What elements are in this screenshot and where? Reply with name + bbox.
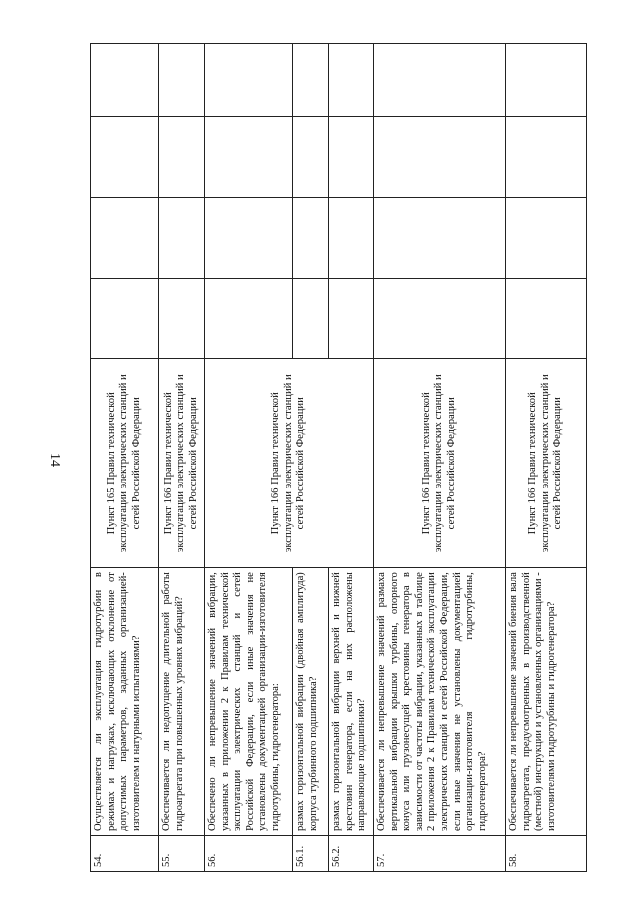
- answer-yes-cell: [91, 278, 159, 359]
- table-row: [506, 44, 587, 872]
- requirement-text: размах горизонтальной вибрации верхней и нижней крестовин генератора, если на них расположены направляющие подшипники?: [329, 568, 374, 836]
- legal-reference: Пункт 166 Правил технической эксплуатации электрических станций и сетей Российской Федерации: [506, 359, 587, 568]
- answer-no-cell: [159, 198, 205, 279]
- checklist-table-rotated: [90, 43, 586, 872]
- answer-yes-cell: [329, 278, 374, 359]
- answer-yes-cell: [374, 278, 506, 359]
- legal-reference: Пункт 166 Правил технической эксплуатации электрических станций и сетей Российской Федерации: [159, 359, 205, 568]
- answer-yes-cell: [205, 278, 293, 359]
- table-row: [374, 44, 506, 872]
- answer-na-cell: [329, 117, 374, 198]
- answer-no-cell: [205, 198, 293, 279]
- requirement-text: Обеспечено ли непревышение значений вибрации, указанных в приложении 2 к Правилам технической эксплуатации электрических станций и сетей Российской Федерации, если иные значения не установлены документацией организации-изготовителя гидротурбины, гидрогенератора:: [205, 568, 293, 836]
- table-row: [91, 44, 159, 872]
- answer-no-cell: [506, 198, 587, 279]
- table-row: [205, 44, 293, 872]
- requirement-text: Обеспечивается ли непревышение значений биения вала гидроагрегата, предусмотренных в производственной (местной) инструкции и установленных организациями - изготовителями гидротурбины и гидрогенератора?: [506, 568, 587, 836]
- note-cell: [506, 44, 587, 118]
- note-cell: [374, 44, 506, 118]
- row-number: 56.2.: [329, 836, 374, 872]
- note-cell: [159, 44, 205, 118]
- page-number: 14: [47, 453, 62, 467]
- row-number: 56.1.: [293, 836, 329, 872]
- answer-no-cell: [91, 198, 159, 279]
- answer-no-cell: [329, 198, 374, 279]
- note-cell: [205, 44, 293, 118]
- answer-na-cell: [293, 117, 329, 198]
- answer-na-cell: [205, 117, 293, 198]
- note-cell: [91, 44, 159, 118]
- answer-na-cell: [159, 117, 205, 198]
- requirement-text: Обеспечивается ли недопущение длительной работы гидроагрегата при повышенных уровнях вибраций?: [159, 568, 205, 836]
- legal-reference: Пункт 166 Правил технической эксплуатации электрических станций и сетей Российской Федерации: [374, 359, 506, 568]
- requirement-text: Обеспечивается ли непревышение значений размаха вертикальной вибрации крышки турбины, опорного конуса или грузонесущей крестовины генератора в зависимости от частоты вибрации, указанных в таблице 2 приложения 2 к Правилам технической эксплуатации электрических станций и сетей Российской Федерации, если иные значения не установлены документацией организации-изготовителя гидротурбины, гидрогенератора?: [374, 568, 506, 836]
- answer-na-cell: [506, 117, 587, 198]
- answer-yes-cell: [293, 278, 329, 359]
- answer-na-cell: [374, 117, 506, 198]
- legal-reference: Пункт 166 Правил технической эксплуатации электрических станций и сетей Российской Федерации: [205, 359, 374, 568]
- answer-na-cell: [91, 117, 159, 198]
- row-number: 55.: [159, 836, 205, 872]
- row-number: 56.: [205, 836, 293, 872]
- answer-yes-cell: [506, 278, 587, 359]
- row-number: 54.: [91, 836, 159, 872]
- answer-yes-cell: [159, 278, 205, 359]
- row-number: 58.: [506, 836, 587, 872]
- note-cell: [293, 44, 329, 118]
- legal-reference: Пункт 165 Правил технической эксплуатации электрических станций и сетей Российской Федерации: [91, 359, 159, 568]
- note-cell: [329, 44, 374, 118]
- row-number: 57.: [374, 836, 506, 872]
- checklist-table: [90, 43, 587, 872]
- requirement-text: Осуществляется ли эксплуатация гидротурбин в режимах и нагрузках, исключающих отклонение от допустимых параметров, заданных организацией-изготовителем и натурными испытаниями?: [91, 568, 159, 836]
- answer-no-cell: [293, 198, 329, 279]
- requirement-text: размах горизонтальной вибрации (двойная амплитуда) корпуса турбинного подшипника?: [293, 568, 329, 836]
- answer-no-cell: [374, 198, 506, 279]
- table-row: [159, 44, 205, 872]
